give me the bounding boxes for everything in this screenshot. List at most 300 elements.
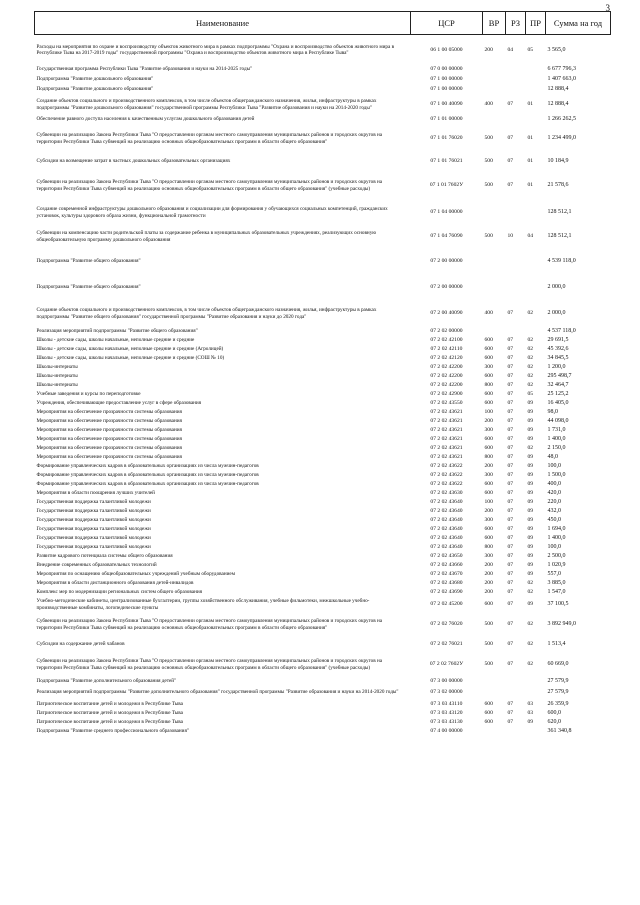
cell-vr: 200 (484, 46, 493, 53)
cell-csr: 07 1 01 76020 (430, 135, 463, 142)
cell-name: Субсидии на содержание детей чабанов (36, 641, 125, 648)
cell-rz: 07 (507, 435, 514, 442)
table-row (35, 471, 611, 480)
cell-sum: 1 234 499,0 (547, 135, 576, 142)
cell-vr: 600 (484, 444, 493, 451)
table-row (35, 462, 611, 471)
cell-csr: 07 2 02 42200 (430, 363, 463, 370)
cell-pr (526, 677, 546, 686)
cell-vr: 600 (484, 534, 493, 541)
cell-sum: 16 405,0 (547, 399, 569, 406)
cell-rz: 07 (507, 336, 514, 343)
cell-vr: 100 (484, 408, 493, 415)
cell-sum: 1 407 663,0 (547, 76, 576, 83)
cell-vr: 500 (484, 158, 493, 165)
table-row (35, 677, 611, 686)
cell-pr (526, 115, 546, 125)
cell-pr (526, 275, 546, 301)
table-row (35, 637, 611, 653)
cell-vr (483, 75, 506, 85)
cell-vr: 800 (484, 381, 493, 388)
cell-vr: 500 (484, 661, 493, 668)
cell-csr: 07 3 02 00000 (430, 689, 463, 696)
cell-rz (506, 201, 526, 225)
cell-vr (483, 65, 506, 75)
cell-vr: 600 (484, 525, 493, 532)
table-row (35, 525, 611, 534)
cell-pr (526, 727, 546, 736)
cell-pr: 02 (527, 621, 534, 628)
cell-name: Мероприятия на обеспечение прозрачности системы образования (36, 444, 182, 451)
cell-csr: 07 2 02 43640 (430, 498, 463, 505)
cell-vr: 600 (484, 709, 493, 716)
cell-pr: 02 (527, 372, 534, 379)
cell-sum: 432,0 (547, 507, 561, 514)
cell-name: Создание объектов социального и производственного комплексов, в том числе объектов общегражданского назначения, жилья, инфраструктуры в рамках подпрограммы "Развитие дошкольного образования" государственной программы Республики Тыва "Развитие образования и науки на 2014-2020 годы" (36, 98, 377, 111)
cell-csr: 07 2 02 43640 (430, 543, 463, 550)
cell-sum: 420,0 (547, 489, 561, 496)
cell-pr: 09 (527, 408, 534, 415)
header-name: Наименование (35, 12, 411, 35)
cell-csr: 07 2 02 43621 (430, 408, 463, 415)
table-row (35, 453, 611, 462)
cell-csr: 07 1 01 76021 (430, 158, 463, 165)
cell-csr: 07 3 00 00000 (430, 677, 463, 684)
cell-csr: 07 2 02 76021 (430, 641, 463, 648)
cell-pr: 01 (527, 158, 534, 165)
cell-pr: 02 (527, 310, 534, 317)
cell-sum: 128 512,1 (547, 209, 572, 216)
cell-pr: 05 (527, 46, 534, 53)
cell-vr: 500 (484, 641, 493, 648)
cell-csr: 07 2 02 43622 (430, 462, 463, 469)
cell-rz: 07 (507, 661, 514, 668)
cell-rz: 07 (507, 408, 514, 415)
cell-rz: 07 (507, 399, 514, 406)
table-row (35, 95, 611, 115)
cell-rz: 07 (507, 601, 514, 608)
header-sum: Сумма на год (546, 12, 611, 35)
cell-sum: 27 579,9 (547, 689, 569, 696)
cell-sum: 60 669,0 (547, 661, 569, 668)
cell-csr: 07 2 02 43640 (430, 525, 463, 532)
cell-sum: 29 691,5 (547, 336, 569, 343)
cell-vr: 600 (484, 354, 493, 361)
cell-sum: 3 565,0 (547, 46, 566, 53)
cell-vr: 500 (484, 621, 493, 628)
cell-rz: 07 (507, 182, 514, 189)
cell-sum: 100,0 (547, 462, 561, 469)
cell-name: Подпрограмма "Развитие дошкольного образования" (36, 86, 154, 93)
cell-name: Мероприятия на обеспечение прозрачности системы образования (36, 453, 182, 460)
table-row (35, 345, 611, 354)
cell-rz: 07 (507, 552, 514, 559)
cell-pr: 09 (527, 498, 534, 505)
table-row (35, 444, 611, 453)
cell-csr: 07 2 02 45200 (430, 601, 463, 608)
cell-vr: 500 (484, 182, 493, 189)
cell-rz: 07 (507, 417, 514, 424)
cell-rz: 07 (507, 588, 514, 595)
table-row (35, 435, 611, 444)
cell-name: Субсидии на возмещение затрат в частных дошкольных образовательных организациях (36, 158, 231, 165)
cell-vr: 400 (484, 310, 493, 317)
cell-name: Мероприятия на обеспечение прозрачности системы образования (36, 435, 182, 442)
cell-name: Государственная программа Республики Тыва "Развитие образования и науки на 2014-2025 годы" (36, 66, 253, 73)
cell-rz: 07 (507, 507, 514, 514)
cell-pr: 09 (527, 399, 534, 406)
table-row (35, 597, 611, 613)
table-row (35, 653, 611, 677)
cell-csr: 07 2 02 43650 (430, 552, 463, 559)
cell-pr (526, 249, 546, 275)
cell-pr: 09 (527, 601, 534, 608)
table-row (35, 700, 611, 709)
table-row (35, 381, 611, 390)
cell-name: Учреждения, обеспечивающие предоставление услуг в сфере образования (36, 399, 202, 406)
cell-sum: 10 184,9 (547, 158, 569, 165)
cell-vr (483, 327, 506, 336)
table-row (35, 390, 611, 399)
table-row (35, 301, 611, 327)
table-row (35, 579, 611, 588)
cell-csr: 07 3 03 43130 (430, 718, 463, 725)
cell-name: Развитие кадрового потенциала системы общего образования (36, 552, 173, 559)
cell-name: Государственная поддержка талантливой молодежи (36, 498, 151, 505)
cell-csr: 07 2 02 43630 (430, 489, 463, 496)
cell-rz: 07 (507, 310, 514, 317)
cell-name: Субвенции на компенсацию части родительской платы за содержание ребенка в муниципальных образовательных учреждениях, реализующих основную общеобразовательную программу дошкольного образования (36, 230, 377, 243)
cell-rz: 07 (507, 561, 514, 568)
cell-vr: 300 (484, 471, 493, 478)
cell-rz: 07 (507, 471, 514, 478)
cell-name: Государственная поддержка талантливой молодежи (36, 534, 151, 541)
cell-pr: 09 (527, 561, 534, 568)
cell-pr: 02 (527, 354, 534, 361)
cell-vr: 600 (484, 480, 493, 487)
cell-name: Подпрограмма "Развитие общего образования" (36, 284, 141, 291)
cell-csr: 07 2 02 42120 (430, 354, 463, 361)
header-csr: ЦСР (411, 12, 483, 35)
cell-name: Реализация мероприятий подпрограммы "Развитие дополнительного образования" государственной программы "Развитие образования и науки на 2014-2020 годы" (36, 689, 399, 696)
cell-pr: 09 (527, 516, 534, 523)
header-rz: РЗ (506, 12, 526, 35)
cell-name: Государственная поддержка талантливой молодежи (36, 525, 151, 532)
cell-sum: 100,0 (547, 543, 561, 550)
cell-sum: 2 500,0 (547, 552, 566, 559)
cell-name: Мероприятия на обеспечение прозрачности системы образования (36, 408, 182, 415)
cell-sum: 34 845,5 (547, 354, 569, 361)
cell-pr: 09 (527, 480, 534, 487)
cell-csr: 07 1 04 76090 (430, 233, 463, 240)
table-row (35, 201, 611, 225)
cell-sum: 44 098,0 (547, 417, 569, 424)
cell-rz (506, 686, 526, 700)
cell-csr: 07 2 02 43621 (430, 426, 463, 433)
cell-sum: 2 000,0 (547, 284, 566, 291)
cell-name: Субвенции на реализацию Закона Республики Тыва "О предоставлении органам местного самоуправления муниципальных районов и городских округов на территории Республики Тыва субвенций на реализацию основных общеобразовательных программ в области общего образования" (учебные расходы) (36, 658, 383, 671)
cell-rz: 07 (507, 718, 514, 725)
cell-rz: 04 (507, 46, 514, 53)
table-row (35, 709, 611, 718)
cell-vr: 100 (484, 498, 493, 505)
cell-csr: 07 2 02 43690 (430, 588, 463, 595)
cell-name: Патриотическое воспитание детей и молодежи в Республике Тыва (36, 700, 183, 707)
cell-csr: 07 2 02 43621 (430, 417, 463, 424)
cell-rz: 07 (507, 354, 514, 361)
cell-sum: 557,0 (547, 570, 561, 577)
table-row (35, 507, 611, 516)
cell-name: Формирование управленческих кадров в образовательных организациях из числа мужчин-педагогов (36, 480, 259, 487)
cell-csr: 07 2 02 43621 (430, 435, 463, 442)
cell-name: Подпрограмма "Развитие дополнительного образования детей" (36, 677, 177, 684)
cell-sum: 1 020,9 (547, 561, 566, 568)
cell-rz: 07 (507, 158, 514, 165)
cell-rz: 07 (507, 709, 514, 716)
cell-csr: 07 2 02 7602У (429, 661, 464, 668)
cell-pr: 02 (527, 345, 534, 352)
table-header (35, 12, 611, 35)
cell-csr: 07 2 02 43640 (430, 507, 463, 514)
cell-csr: 07 2 00 40090 (430, 310, 463, 317)
cell-name: Государственная поддержка талантливой молодежи (36, 543, 151, 550)
cell-rz: 07 (507, 543, 514, 550)
cell-name: Мероприятия на обеспечение прозрачности системы образования (36, 417, 182, 424)
cell-pr: 02 (527, 661, 534, 668)
table-body (35, 35, 611, 736)
table-row (35, 115, 611, 125)
table-row (35, 225, 611, 249)
table-row (35, 125, 611, 153)
cell-pr: 09 (527, 489, 534, 496)
cell-pr: 02 (527, 579, 534, 586)
cell-sum: 220,0 (547, 498, 561, 505)
cell-rz (506, 85, 526, 95)
cell-sum: 2 150,0 (547, 444, 566, 451)
cell-pr: 02 (527, 363, 534, 370)
table-row (35, 561, 611, 570)
cell-name: Субвенции на реализацию Закона Республики Тыва "О предоставлении органам местного самоуправления муниципальных районов и городских округов на территории Республики Тыва субвенций на реализацию основных общеобразовательных программ в области общего образования" (36, 132, 383, 145)
cell-name: Школы - детские сады, школы начальные, неполные средние и средние (36, 336, 195, 343)
cell-name: Патриотическое воспитание детей и молодежи в Республике Тыва (36, 709, 183, 716)
cell-name: Мероприятия по оснащению общеобразовательных учреждений учебным оборудованием (36, 570, 235, 577)
cell-sum: 1 266 262,5 (547, 116, 576, 123)
cell-vr (483, 201, 506, 225)
cell-name: Создание современной инфраструктуры дошкольного образования и социализации для формирования у обучающихся социальных компетенций, гражданских установок, культуры здорового образа жизни, функциональной грамотности (36, 206, 388, 219)
cell-sum: 3 892 949,0 (547, 621, 576, 628)
table-row (35, 85, 611, 95)
cell-vr (483, 85, 506, 95)
cell-pr: 01 (527, 182, 534, 189)
table-row (35, 552, 611, 561)
cell-name: Школы-интернаты (36, 381, 78, 388)
cell-pr: 05 (527, 390, 534, 397)
cell-vr: 200 (484, 462, 493, 469)
cell-name: Расходы на мероприятия по охране и воспроизводству объектов животного мира в рамках подпрограммы "Охрана и воспроизводство объектов животного мира в Республике Тыва на 2017-2019 годы" государственной программы "Охрана и воспроизводство объектов животного мира в Республике Тыва" (36, 43, 395, 56)
cell-name: Подпрограмма "Развитие общего образования" (36, 258, 141, 265)
cell-sum: 1 200,0 (547, 363, 566, 370)
cell-sum: 400,0 (547, 480, 561, 487)
cell-csr: 07 0 00 00000 (430, 66, 463, 73)
table-row (35, 65, 611, 75)
table-row (35, 516, 611, 525)
cell-csr: 07 1 04 00000 (430, 209, 463, 216)
table-row (35, 588, 611, 597)
cell-csr: 07 2 02 43621 (430, 444, 463, 451)
cell-pr: 09 (527, 507, 534, 514)
table-row (35, 275, 611, 301)
cell-csr: 07 2 02 76020 (430, 621, 463, 628)
table-row (35, 613, 611, 637)
cell-name: Обеспечение равного доступа населения к качественным услугам дошкольного образования детей (36, 116, 255, 123)
table-row (35, 686, 611, 700)
cell-rz (506, 115, 526, 125)
cell-sum: 12 888,4 (547, 101, 569, 108)
cell-sum: 4 537 118,0 (547, 327, 576, 334)
cell-pr: 03 (527, 700, 534, 707)
cell-rz: 07 (507, 570, 514, 577)
cell-csr: 07 2 02 43622 (430, 471, 463, 478)
cell-sum: 98,0 (547, 408, 558, 415)
cell-rz: 07 (507, 700, 514, 707)
cell-vr: 200 (484, 507, 493, 514)
cell-pr: 09 (527, 525, 534, 532)
cell-sum: 3 885,0 (547, 579, 566, 586)
cell-rz: 07 (507, 372, 514, 379)
cell-sum: 26 359,9 (547, 700, 569, 707)
cell-vr (483, 727, 506, 736)
cell-pr: 09 (527, 453, 534, 460)
cell-pr: 03 (527, 709, 534, 716)
cell-name: Государственная поддержка талантливой молодежи (36, 516, 151, 523)
cell-pr: 09 (527, 534, 534, 541)
cell-csr: 07 2 02 42900 (430, 390, 463, 397)
cell-rz: 07 (507, 453, 514, 460)
cell-rz: 07 (507, 426, 514, 433)
cell-csr: 07 2 02 43621 (430, 453, 463, 460)
cell-sum: 600,0 (547, 709, 561, 716)
cell-pr: 09 (527, 543, 534, 550)
cell-name: Школы-интернаты (36, 372, 78, 379)
cell-vr (483, 115, 506, 125)
cell-vr: 600 (484, 435, 493, 442)
cell-name: Мероприятия в области поощрения лучших учителей (36, 489, 155, 496)
cell-csr: 07 4 00 00000 (430, 727, 463, 734)
cell-vr: 200 (484, 417, 493, 424)
cell-name: Формирование управленческих кадров в образовательных организациях из числа мужчин-педагогов (36, 471, 259, 478)
cell-vr: 300 (484, 516, 493, 523)
cell-pr: 02 (527, 336, 534, 343)
table-row (35, 372, 611, 381)
cell-csr: 07 2 00 00000 (430, 284, 463, 291)
cell-sum: 45 392,6 (547, 345, 569, 352)
cell-rz (506, 327, 526, 336)
cell-rz: 07 (507, 462, 514, 469)
cell-pr: 09 (527, 426, 534, 433)
cell-vr: 500 (484, 135, 493, 142)
cell-sum: 12 888,4 (547, 86, 569, 93)
cell-vr: 600 (484, 399, 493, 406)
cell-vr: 400 (484, 101, 493, 108)
cell-pr: 01 (527, 101, 534, 108)
cell-pr: 09 (527, 462, 534, 469)
cell-sum: 27 579,9 (547, 677, 569, 684)
cell-pr: 09 (527, 471, 534, 478)
cell-csr: 07 2 02 43550 (430, 399, 463, 406)
cell-name: Школы - детские сады, школы начальные, неполные средние и средние (Агролицей) (36, 345, 224, 352)
cell-vr: 300 (484, 426, 493, 433)
cell-sum: 1 694,0 (547, 525, 566, 532)
cell-rz: 07 (507, 381, 514, 388)
cell-rz: 07 (507, 516, 514, 523)
cell-pr: 02 (527, 444, 534, 451)
cell-name: Мероприятия в области дистанционного образования детей-инвалидов (36, 579, 194, 586)
cell-vr: 600 (484, 718, 493, 725)
cell-name: Патриотическое воспитание детей и молодежи в Республике Тыва (36, 718, 183, 725)
cell-name: Субвенции на реализацию Закона Республики Тыва "О предоставлении органам местного самоуправления муниципальных районов и городских округов на территории Республики Тыва субвенций на реализацию основных общеобразовательных программ в области общего образования" (36, 618, 383, 631)
cell-pr: 09 (527, 435, 534, 442)
table-row (35, 153, 611, 171)
cell-vr: 300 (484, 552, 493, 559)
cell-pr (526, 686, 546, 700)
cell-rz (506, 75, 526, 85)
cell-rz (506, 65, 526, 75)
cell-sum: 128 512,1 (547, 233, 572, 240)
cell-csr: 07 2 02 43622 (430, 480, 463, 487)
cell-rz: 07 (507, 345, 514, 352)
cell-sum: 32 464,7 (547, 381, 569, 388)
cell-name: Внедрение современных образовательных технологий (36, 561, 157, 568)
cell-csr: 07 2 02 42200 (430, 372, 463, 379)
cell-rz: 07 (507, 363, 514, 370)
cell-name: Подпрограмма "Развитие среднего профессионального образования" (36, 727, 189, 734)
cell-rz: 07 (507, 101, 514, 108)
cell-rz: 07 (507, 621, 514, 628)
table-row (35, 408, 611, 417)
cell-csr: 06 1 00 05000 (430, 46, 463, 53)
cell-csr: 07 1 01 00000 (430, 116, 463, 123)
cell-vr: 800 (484, 543, 493, 550)
cell-rz: 07 (507, 498, 514, 505)
cell-rz: 07 (507, 444, 514, 451)
table-row (35, 727, 611, 736)
table-row (35, 543, 611, 552)
table-row (35, 354, 611, 363)
cell-rz (506, 249, 526, 275)
cell-csr: 07 2 02 42110 (430, 345, 463, 352)
cell-csr: 07 2 02 43670 (430, 570, 463, 577)
cell-pr: 09 (527, 570, 534, 577)
cell-sum: 1 400,0 (547, 435, 566, 442)
table-row (35, 399, 611, 408)
cell-pr (526, 85, 546, 95)
table-row (35, 718, 611, 727)
cell-rz: 07 (507, 135, 514, 142)
cell-vr (483, 677, 506, 686)
cell-csr: 07 1 00 00000 (430, 86, 463, 93)
cell-pr (526, 65, 546, 75)
cell-pr: 09 (527, 417, 534, 424)
cell-name: Реализация мероприятий подпрограммы "Развитие общего образования" (36, 327, 198, 334)
cell-sum: 361 340,8 (547, 727, 572, 734)
cell-pr: 02 (527, 588, 534, 595)
cell-vr: 600 (484, 390, 493, 397)
cell-pr: 02 (527, 641, 534, 648)
cell-vr: 200 (484, 579, 493, 586)
cell-csr: 07 2 02 42200 (430, 381, 463, 388)
table-row (35, 171, 611, 201)
cell-sum: 21 578,6 (547, 182, 569, 189)
